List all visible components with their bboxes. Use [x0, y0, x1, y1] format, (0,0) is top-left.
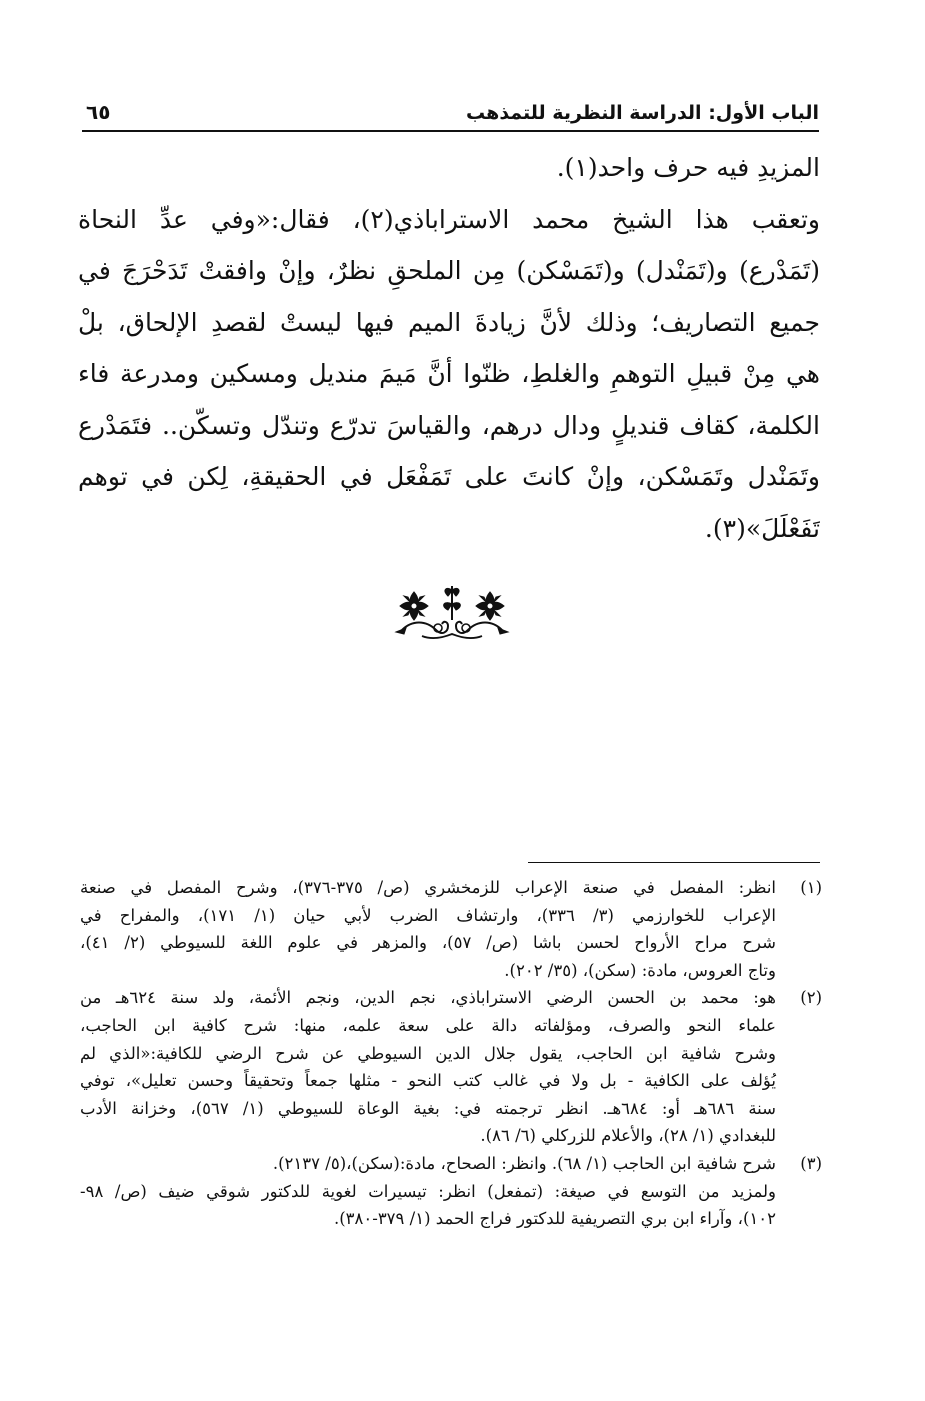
footnote-line: [80, 1012, 822, 1040]
footnote-text: ولمزيد من التوسع في صيغة: (تمفعل) انظر: تيسيرات لغوية للدكتور شوقي ضيف (ص/ ٩٨-: [80, 1181, 776, 1201]
footnote-number: (٢): [800, 988, 822, 1008]
footnote-line: [80, 874, 822, 902]
page-number: ٦٥: [86, 100, 111, 124]
footnote-line: [80, 1095, 822, 1123]
footnote-separator: [528, 862, 820, 863]
footnote-text: وشرح شافية ابن الحاجب، يقول جلال الدين السيوطي عن شرح الرضي للكافية:«الذي لم: [80, 1043, 776, 1063]
footnote-line: [80, 1067, 822, 1095]
footnote-text: هو: محمد بن الحسن الرضي الاستراباذي، نجم الدين، ونجم الأئمة، ولد سنة ٦٢٤هـ من: [80, 988, 776, 1008]
body-line: وتَمَنْدل وتَمَسْكن، وإنْ كانتَ على تَمَفْعَل في الحقيقةِ، لِكن في توهم: [78, 462, 820, 491]
body-line: المزيدِ فيه حرف واحد(١).: [556, 153, 820, 182]
footnote-text: ١٠٢)، وآراء ابن بري التصريفية للدكتور فراج الحمد (١/ ٣٧٩-٣٨٠).: [333, 1209, 776, 1229]
footnote-text: الإعراب للخوارزمي (٣/ ٣٣٦)، وارتشاف الضرب لأبي حيان (١/ ١٧١)، والمفراح في: [80, 905, 777, 925]
footnote-text: للبغدادي (١/ ٢٨)، والأعلام للزركلي (٦/ ٨٦).: [480, 1126, 776, 1146]
chapter-title: الباب الأول: الدراسة النظرية للتمذهب: [466, 102, 819, 124]
body-line: الكلمة، كقاف قنديلٍ ودال درهم، والقياسَ تدرّع وتندّل وتسكّن.. فتَمَدْرع: [78, 410, 820, 440]
footnotes: [80, 874, 822, 1233]
body-line: هي مِنْ قبيلِ التوهمِ والغلطِ، ظنّوا أنَّ مَيمَ منديل ومسكين ومدرعة فاء: [78, 359, 820, 388]
footnote-text: وتاج العروس، مادة: (سكن)، (٣٥/ ٢٠٢).: [504, 960, 776, 980]
main-text: [78, 142, 820, 554]
body-line: وتعقب هذا الشيخ محمد الاستراباذي(٢)، فقال:«وفي عدِّ النحاة: [78, 204, 820, 234]
footnote-line: [80, 929, 822, 957]
footnote-text: شرح شافية ابن الحاجب (١/ ٦٨). وانظر: الصحاح، مادة:(سكن)،(٥/ ٢١٣٧).: [272, 1153, 776, 1173]
body-line: تَفَعْلَلَ»(٣).: [704, 513, 820, 543]
footnote-text: سنة ٦٨٦هـ أو: ٦٨٤هـ. انظر ترجمته في: بغية الوعاة للسيوطي (١/ ٥٦٧)، وخزانة الأدب: [80, 1098, 776, 1118]
footnote-text: شرح مراح الأرواح لحسن باشا (ص/ ٥٧)، والمزهر في علوم اللغة للسيوطي (٢/ ٤١)،: [80, 933, 776, 953]
footnote-text: علماء النحو والصرف، ومؤلفاته دالة على سعة علمه، منها: شرح كافية ابن الحاجب،: [80, 1015, 776, 1035]
footnote-line: [80, 1205, 822, 1233]
footnote-line: [80, 1178, 822, 1206]
floral-ornament-icon: [392, 580, 512, 642]
body-line: (تَمَدْرع) و(تَمَنْدل) و(تَمَسْكن) مِن الملحقِ نظرٌ، وإنْ وافقتْ تَدَحْرَجَ في: [78, 256, 820, 285]
footnote-line: [80, 1150, 822, 1178]
footnote-line: [80, 902, 822, 930]
footnote-text: انظر: المفصل في صنعة الإعراب للزمخشري (ص/ ٣٧٥-٣٧٦)، وشرح المفصل في صنعة: [80, 878, 776, 897]
body-line: جميع التصاريف؛ وذلك لأنَّ زيادةَ الميم فيها ليستْ لقصدِ الإلحاق، بلْ: [78, 307, 820, 337]
footnote-line: [80, 957, 822, 985]
footnote-number: (٣): [800, 1153, 822, 1173]
footnote-line: [80, 1040, 822, 1068]
footnote-line: [80, 1122, 822, 1150]
footnote-number: (١): [800, 878, 822, 897]
footnote-text: يُؤلف على الكافية - بل ولا في غالب كتب النحو - مثلها جمعاً وتحقيقاً وحسن تعليل»، توفي: [80, 1071, 776, 1091]
running-header: [82, 96, 819, 132]
footnote-line: [80, 984, 822, 1012]
